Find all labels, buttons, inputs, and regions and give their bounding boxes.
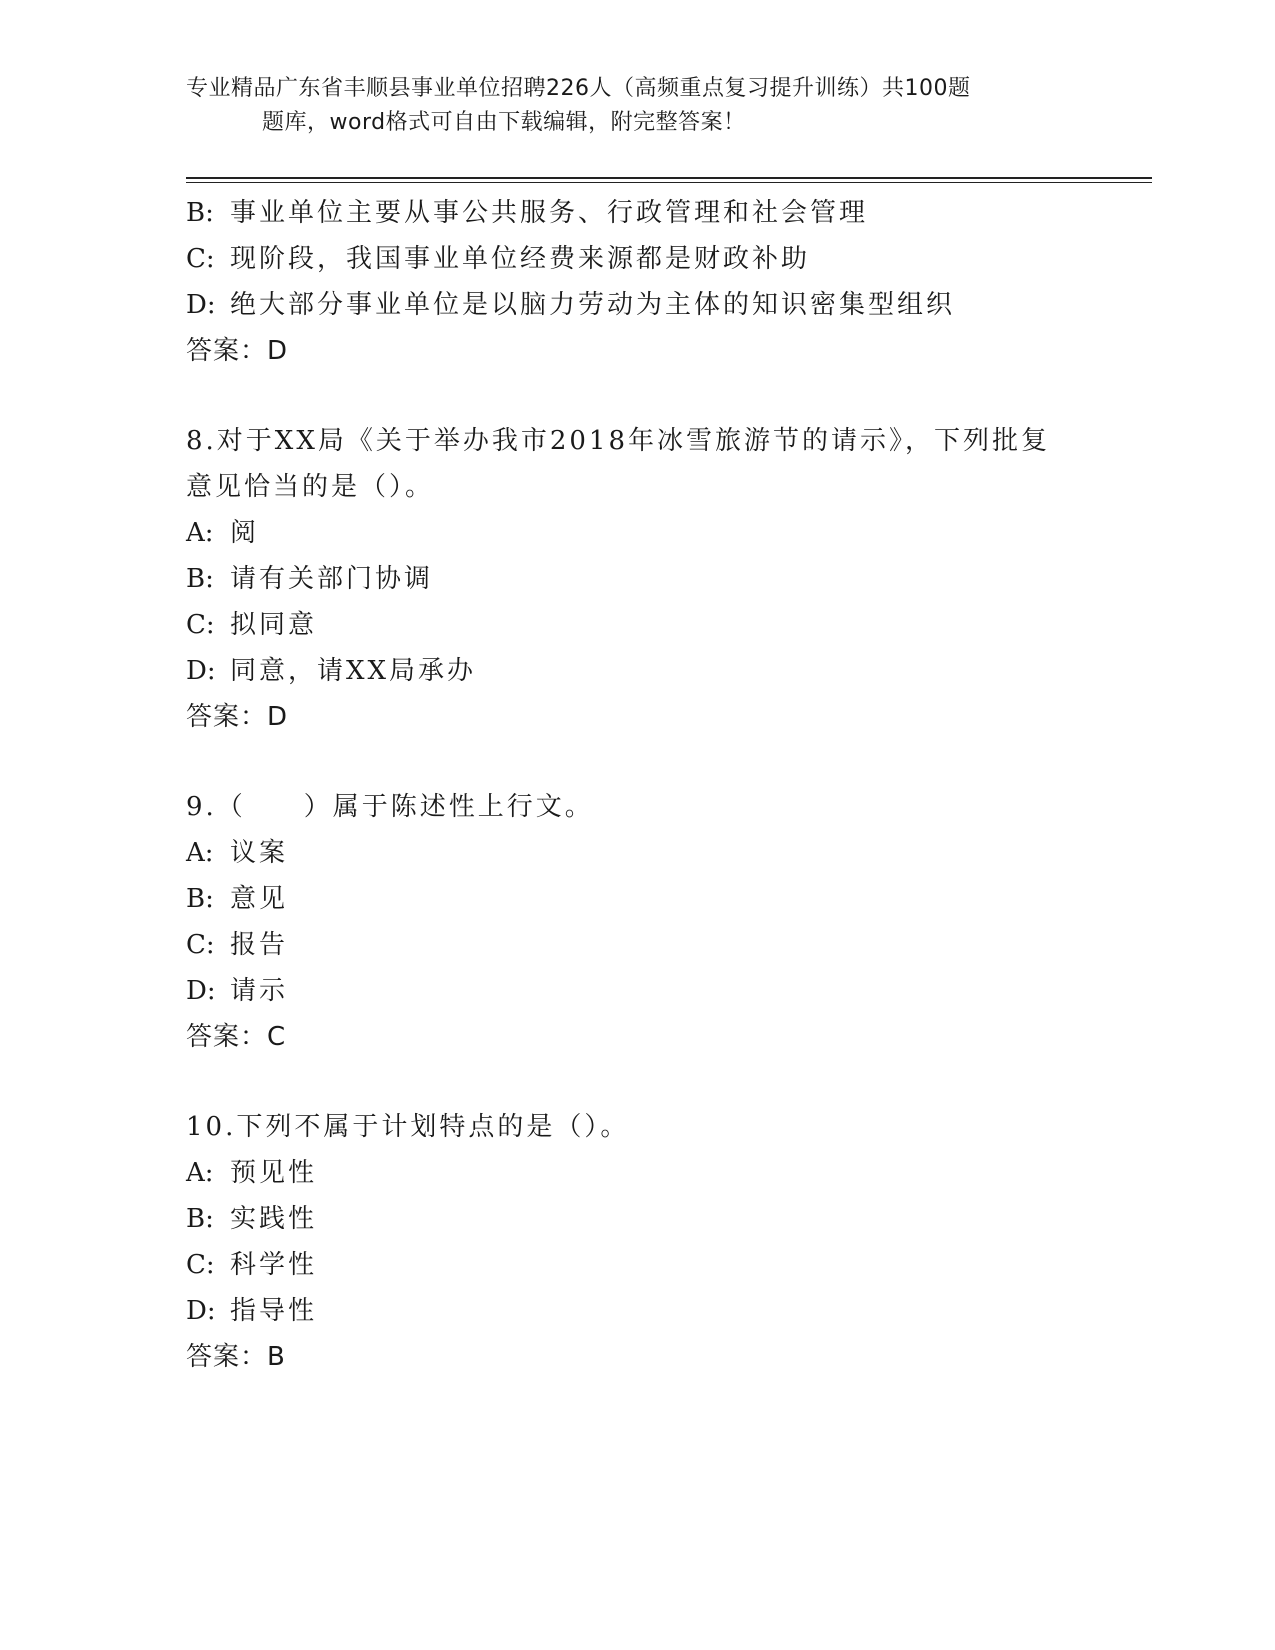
question-list <box>186 190 1086 1380</box>
question-10 <box>186 1104 1086 1380</box>
option-c: C: 科学性 <box>186 1250 318 1280</box>
option-d: D: 同意，请XX局承办 <box>186 656 477 686</box>
header-title-line1: 专业精品广东省丰顺县事业单位招聘226人（高频重点复习提升训练）共100题 <box>186 76 971 101</box>
answer-line: 答案：D <box>186 702 289 732</box>
option-d: D: 请示 <box>186 976 289 1006</box>
header-rule-thick <box>186 177 1152 179</box>
answer-line: 答案：D <box>186 336 289 366</box>
question-stem: 9.（ ）属于陈述性上行文。 <box>186 792 594 822</box>
option-b: B: 意见 <box>186 884 289 914</box>
answer-line: 答案：C <box>186 1022 287 1052</box>
answer-line: 答案：B <box>186 1342 286 1372</box>
option-b: B: 请有关部门协调 <box>186 564 434 594</box>
question-7-tail <box>186 190 1086 374</box>
option-c: C: 拟同意 <box>186 610 318 640</box>
option-b: B: 事业单位主要从事公共服务、行政管理和社会管理 <box>186 198 869 228</box>
document-header <box>186 72 1066 140</box>
option-c: C: 现阶段，我国事业单位经费来源都是财政补助 <box>186 244 811 274</box>
option-a: A: 预见性 <box>186 1158 318 1188</box>
question-stem: 8.对于XX局《关于举办我市2018年冰雪旅游节的请示》，下列批复 <box>186 426 1050 456</box>
option-d: D: 指导性 <box>186 1296 318 1326</box>
option-d: D: 绝大部分事业单位是以脑力劳动为主体的知识密集型组织 <box>186 290 956 320</box>
question-9 <box>186 784 1086 1060</box>
header-rule-thin <box>186 182 1152 183</box>
header-title-line2: 题库，word格式可自由下载编辑，附完整答案！ <box>262 110 746 135</box>
question-stem: 10.下列不属于计划特点的是（）。 <box>186 1112 630 1142</box>
question-stem-cont: 意见恰当的是（）。 <box>186 472 435 502</box>
option-c: C: 报告 <box>186 930 289 960</box>
option-b: B: 实践性 <box>186 1204 318 1234</box>
question-8 <box>186 418 1086 740</box>
option-a: A: 阅 <box>186 518 260 548</box>
option-a: A: 议案 <box>186 838 289 868</box>
